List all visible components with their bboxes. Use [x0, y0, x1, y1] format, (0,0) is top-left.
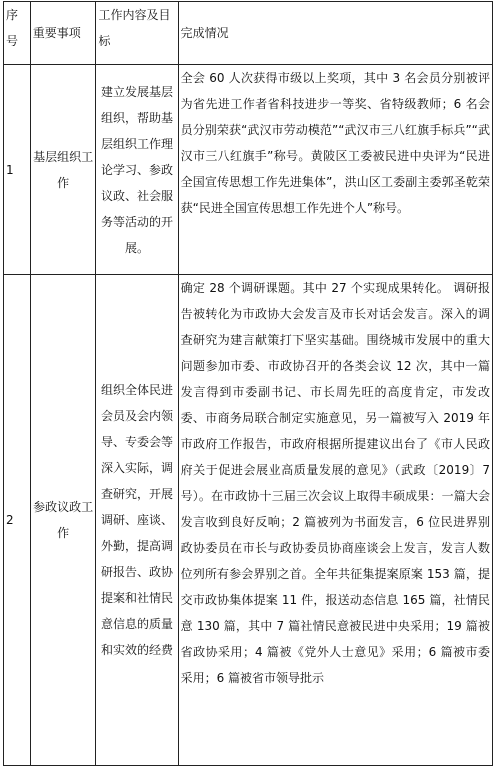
row-key-item: 参政议政工作: [30, 275, 96, 766]
table-header-row: [4, 2, 493, 65]
row-serial-number: 1: [4, 65, 31, 275]
row-completion-status: 确定 28 个调研课题。其中 27 个实现成果转化。 调研报告被转化为市政协大会发言及市长对话会发言。深入的调查研究为建言献策打下坚实基础。围绕城市发展中的重大问题参加市委、市政协召开的各类会议 12 次，其中一篇发言得到市委副书记、市长周先旺的高度肯定，市发改委、市商务局联合制定实施意见，另一篇被写入 2019 年市政府工作报告，市政府根据所提建议出台了《市人民政府关于促进会展业高质量发展的意见》（武政〔2019〕7 号）。在市政协十三届三次会议上取得丰硕成果：一篇大会发言收到良好反响；2 篇被列为书面发言，6 位民进界别政协委员在市长与政协委员协商座谈会上发言，发言人数位列所有参会界别之首。全年共征集提案原案 153 篇，提交市政协集体提案 11 件，报送动态信息 165 篇，社情民意 130 篇，其中 7 篇社情民意被民进中央采用；19 篇被省政协采用；4 篇被《党外人士意见》采用；6 篇被市委采用；6 篇被省市领导批示: [178, 275, 492, 766]
work-summary-table: [3, 1, 493, 766]
table-row: [4, 65, 493, 275]
row-key-item: 基层组织工作: [30, 65, 96, 275]
row-serial-number: 2: [4, 275, 31, 766]
header-key-item: 重要事项: [30, 2, 96, 65]
row-completion-status: 全会 60 人次获得市级以上奖项，其中 3 名会员分别被评为省先进工作者省科技进步一等奖、省特级教师；6 名会员分别荣获“武汉市劳动模范”“武汉市三八红旗手标兵”“武汉市三八红旗手”称号。黄陂区工委被民进中央评为“民进全国宣传思想工作先进集体”，洪山区工委副主委郭圣乾荣获“民进全国宣传思想工作先进个人”称号。: [178, 65, 492, 275]
header-serial-number: 序号: [4, 2, 31, 65]
header-work-content: 工作内容及目标: [96, 2, 178, 65]
table-row: [4, 275, 493, 766]
row-work-content: 组织全体民进会员及会内领导、专委会等深入实际，调查研究，开展调研、座谈、外勤，提高调研报告、政协提案和社情民意信息的质量和实效的经费: [96, 275, 178, 766]
header-completion-status: 完成情况: [178, 2, 492, 65]
row-work-content: 建立发展基层组织，帮助基层组织工作理论学习、参政议政、社会服务等活动的开展。: [96, 65, 178, 275]
